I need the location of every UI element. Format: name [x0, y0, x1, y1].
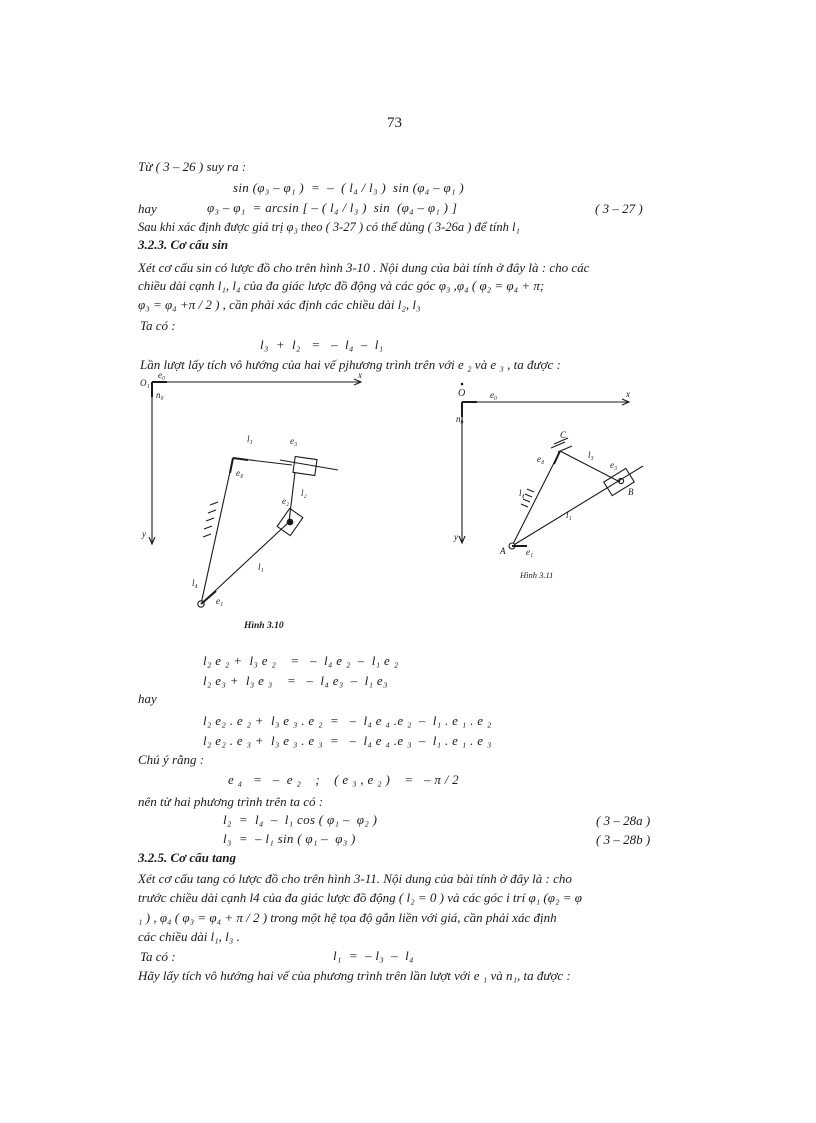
label-l3: l₃: [588, 450, 594, 460]
text-line: Xét cơ cấu sin có lược đồ cho trên hình 3-10 . Nội dung của bài tính ở đây là : cho các: [138, 260, 590, 275]
text-line: hay: [138, 201, 157, 216]
label-e0: e₀: [490, 390, 498, 400]
section-heading: 3.2.5. Cơ cấu tang: [138, 850, 236, 865]
label-e3: e₃: [610, 460, 618, 470]
hatch-mark: [208, 510, 216, 513]
label-B: B: [628, 487, 634, 497]
label-e4: e₄: [236, 468, 244, 478]
text-line: chiều dài cạnh l₁, l₄ của đa giác lược đồ động và các góc φ₃ ,φ₄ ( φ₂ = φ₄ + π;: [138, 278, 545, 293]
label-l4: l₄: [192, 578, 198, 588]
label-l1: l₁: [566, 510, 572, 520]
label-y: y: [454, 532, 458, 542]
text-line: Lần lượt lấy tích vô hướng của hai vế pjhương trình trên với e ₂ và e ₃ , ta được :: [140, 357, 561, 372]
hatch-mark: [551, 442, 565, 448]
label-e0: e₀: [158, 372, 166, 380]
figure-3-11: [450, 378, 650, 593]
label-C: C: [560, 430, 567, 440]
side-l4: [201, 458, 233, 604]
e4-vector: [554, 451, 560, 464]
e3-marker: [233, 458, 248, 460]
label-l4: l₄: [519, 488, 525, 498]
label-x: x: [626, 389, 630, 399]
hatch-mark: [206, 518, 214, 521]
hatch-mark: [525, 494, 532, 497]
joint-lower: [287, 519, 293, 525]
equation-line: φ₃ – φ₁ = arcsin [ – ( l₄ / l₃ ) sin (φ₄ – φ₁ ) ]: [207, 200, 458, 215]
text-line: Ta có :: [140, 949, 176, 964]
label-A: A: [500, 546, 506, 556]
label-n0: n₀: [456, 414, 464, 424]
equation-line: l₃ + l₂ = – l₄ – l₁: [260, 337, 384, 352]
equation-line: sin (φ₃ – φ₁ ) = – ( l₄ / l₃ ) sin (φ₄ – φ₁ ): [233, 180, 465, 195]
equation-line: l₂ = l₄ – l₁ cos ( φ₁ – φ₂ ): [223, 812, 378, 827]
text-line: φ₃ = φ₄ +π / 2 ) , cần phải xác định các chiều dài l₂, l₃: [138, 297, 421, 312]
equation-line: l₂ e₃ + l₃ e ₃ = – l₄ e₃ – l₁ e₃: [203, 673, 388, 688]
equation-line: l₂ e₂ . e ₂ + l₃ e ₃ . e ₂ = – l₄ e ₄ .e ₂ – l₁ . e ₁ . e ₂: [203, 713, 492, 728]
text-line: các chiều dài l₁, l₃ .: [138, 929, 240, 944]
equation-number: ( 3 – 27 ): [595, 201, 643, 216]
text-line: Chú ý rằng :: [138, 752, 205, 767]
label-x: x: [358, 372, 362, 380]
label-e1: e₁: [526, 547, 534, 557]
text-line: Xét cơ cấu tang có lược đồ cho trên hình 3-11. Nội dung của bài tính ở đây là : cho: [138, 871, 572, 886]
text-line: hay: [138, 691, 157, 706]
side-l2: [289, 472, 295, 522]
label-e3: e₃: [290, 436, 298, 446]
equation-line: e ₄ = – e ₂ ; ( e ₃ , e ₂ ) = – π / 2: [228, 772, 459, 787]
hatch-mark: [527, 489, 534, 492]
text-line: Hãy lấy tích vô hướng hai vế của phương trình trên lần lượt với e ₁ và n₁, ta được :: [138, 968, 571, 983]
equation-line: l₂ e ₂ + l₃ e ₂ = – l₄ e ₂ – l₁ e ₂: [203, 653, 399, 668]
equation-number: ( 3 – 28a ): [596, 813, 651, 828]
equation-line: l₂ e₂ . e ₃ + l₃ e ₃ . e ₃ = – l₄ e ₄ .e ₃ – l₁ . e ₁ . e ₃: [203, 733, 492, 748]
label-l2: l₂: [301, 488, 307, 498]
figure-3-10: [130, 372, 370, 637]
label-e2: e₂: [282, 496, 290, 506]
hatch-mark: [204, 526, 212, 529]
text-line: Ta có :: [140, 318, 176, 333]
figure-caption: Hình 3.11: [520, 570, 554, 580]
equation-number: ( 3 – 28b ): [596, 832, 651, 847]
text-line: nên từ hai phương trình trên ta có :: [138, 794, 324, 809]
label-l1: l₁: [258, 562, 264, 572]
page-number: 73: [387, 115, 402, 131]
equation-line: l₁ = – l₃ – l₄: [333, 948, 414, 963]
hatch-mark: [203, 534, 211, 537]
hatch-mark: [210, 502, 218, 505]
text-line: trước chiều dài cạnh l4 của đa giác lược đồ động ( l₂ = 0 ) và các góc i trí φ₁ (φ₂ = φ: [138, 890, 582, 905]
text-line: ₁ ) , φ₄ ( φ₃ = φ₄ + π / 2 ) trong một hệ tọa độ gắn liền với giá, cần phải xác định: [138, 910, 557, 925]
label-y: y: [142, 529, 146, 539]
label-l3: l₃: [247, 434, 253, 444]
text-line: Sau khi xác định được giá trị φ₃ theo ( 3-27 ) có thể dùng ( 3-26a ) để tính l₁: [138, 220, 520, 234]
e4-vector: [230, 458, 233, 473]
figure-caption: Hình 3.10: [244, 621, 284, 631]
hatch-mark: [523, 499, 530, 502]
text-line: Từ ( 3 – 26 ) suy ra :: [138, 159, 247, 174]
origin-dot: [461, 383, 464, 386]
label-e4: e₄: [537, 454, 545, 464]
hatch-mark: [521, 504, 528, 507]
label-O1: O₁: [140, 378, 150, 388]
label-n0: n₀: [156, 390, 164, 400]
equation-line: l₃ = – l₁ sin ( φ₁ – φ₃ ): [223, 831, 356, 846]
label-O: O: [458, 388, 466, 399]
section-heading: 3.2.3. Cơ cấu sin: [138, 237, 229, 252]
label-e1: e₁: [216, 596, 224, 606]
